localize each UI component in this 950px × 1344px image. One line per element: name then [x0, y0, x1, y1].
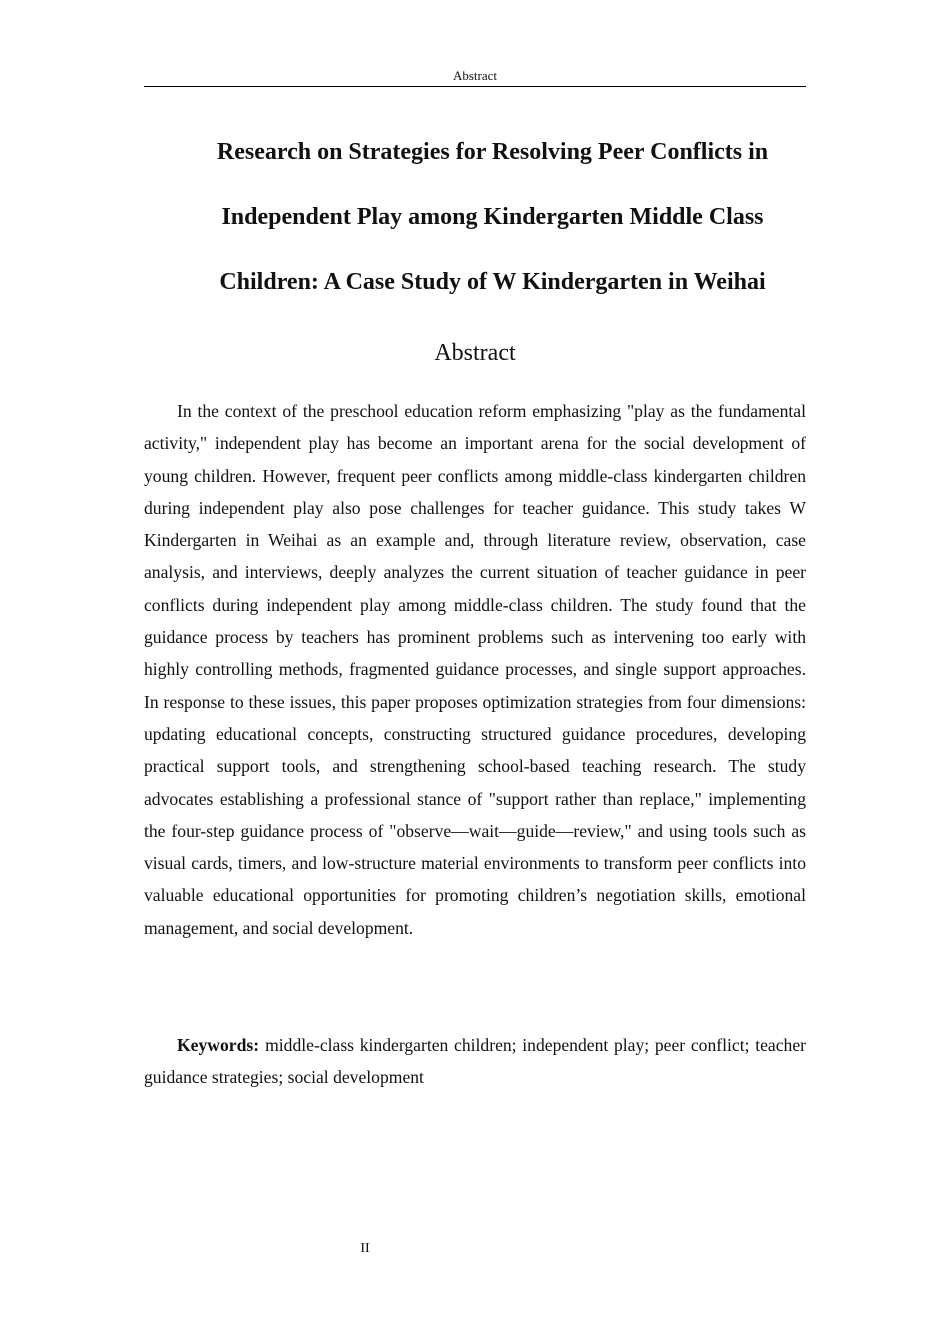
- paper-title: [170, 120, 815, 315]
- paper-title-line-1: Research on Strategies for Resolving Peer Conflicts in: [216, 139, 769, 165]
- paper-title-line-3: Children: A Case Study of W Kindergarten in Weihai: [219, 269, 766, 295]
- keywords-text: middle-class kindergarten children; independent play; peer conflict; teacher guidance strategies; social development: [144, 1035, 806, 1088]
- abstract-body: In the context of the preschool education reform emphasizing "play as the fundamental activity," independent play has become an important arena for the social development of young children. However, frequent peer conflicts among middle-class kindergarten children during independent play also pose challenges for teacher guidance. This study takes W Kindergarten in Weihai as an example and, through literature review, observation, case analysis, and interviews, deeply analyzes the current situation of teacher guidance in peer conflicts during independent play among middle-class children. The study found that the guidance process by teachers has prominent problems such as intervening too early with highly controlling methods, fragmented guidance processes, and single support approaches. In response to these issues, this paper proposes optimization strategies from four dimensions: updating educational concepts, constructing structured guidance procedures, developing practical support tools, and strengthening school-based teaching research. The study advocates establishing a professional stance of "support rather than replace," implementing the four-step guidance process of "observe—wait—guide—review," and using tools such as visual cards, timers, and low-structure material environments to transform peer conflicts into valuable educational opportunities for promoting children’s negotiation skills, emotional management, and social development.: [144, 401, 806, 938]
- keywords-paragraph: [144, 1029, 806, 1094]
- abstract-heading: Abstract: [434, 340, 516, 366]
- running-header: Abstract: [452, 68, 498, 83]
- paper-title-line-2: Independent Play among Kindergarten Middle Class: [221, 204, 764, 230]
- keywords-label: Keywords:: [177, 1035, 260, 1055]
- header-rule: [144, 86, 806, 87]
- page-number: II: [360, 1241, 370, 1256]
